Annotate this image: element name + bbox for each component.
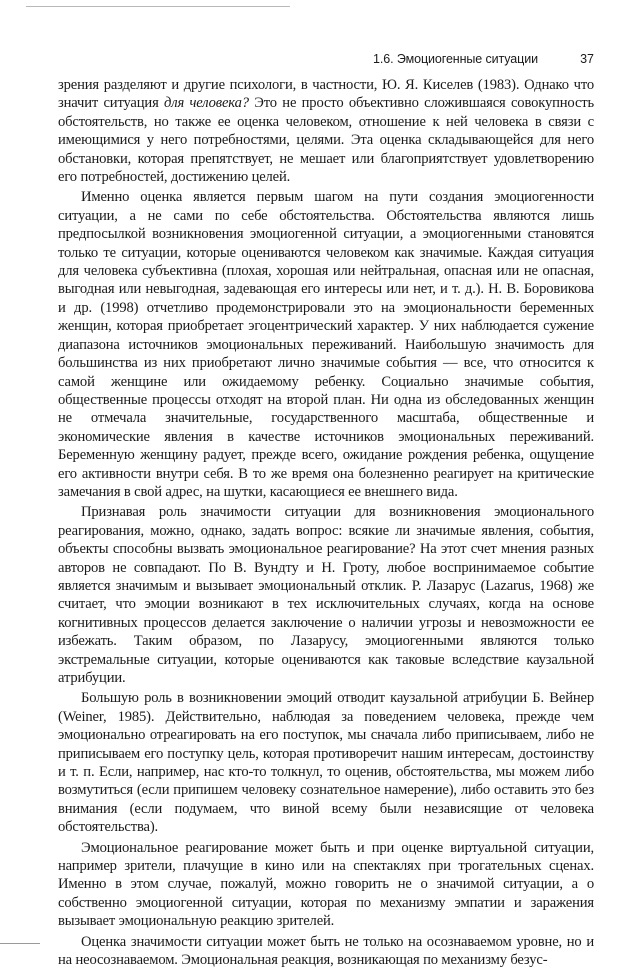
page-number: 37	[580, 52, 594, 66]
paragraph-5: Эмоциональное реагирование может быть и при оценке виртуальной ситуации, например зрители, плачущие в кино или на спектаклях при трогательных сценах. Именно в этом случае, пожалуй, можно говорить не о значимой ситуации, а о собственно эмоциогенной ситуации, которая по механизму эмпатии и заражения вызывает эмоциональную реакцию зрителей.	[58, 839, 594, 930]
page-header	[58, 52, 594, 72]
paragraph-2: Именно оценка является первым шагом на пути создания эмоциогенности ситуации, а не сами по себе обстоятельства. Обстоятельства являются лишь предпосылкой возникновения эмоциогенной ситуации, а эмоциогенными становятся только те ситуации, которые оцениваются человеком как значимые. Каждая ситуация для человека субъективна (плохая, хорошая или нейтральная, опасная или не опасная, выгодная или невыгодная, задевающая его интересы или нет, и т. д.). Н. В. Боровикова и др. (1998) отчетливо продемонстрировали это на эмоциональности беременных женщин, которая приобретает эгоцентрический характер. У них наблюдается сужение диапазона источников эмоциональных переживаний. Наибольшую значимость для большинства из них приобретают лично значимые события — все, что относится к самой женщине или ожидаемому ребенку. Социально значимые события, общественные процессы отходят на второй план. Ни одна из обследованных женщин не отмечала значительные, государственного масштаба, общественные и экономические явления в качестве источников эмоциональных переживаний. Беременную женщину радует, прежде всего, ожидание рождения ребенка, ощущение его активности внутри себя. В то же время она болезненно реагирует на критические замечания в свой адрес, на шутки, касающиеся ее внешнего вида.	[58, 189, 594, 500]
paragraph-1	[58, 76, 594, 186]
paragraph-1-italic: для человека?	[164, 95, 249, 112]
paragraph-6: Оценка значимости ситуации может быть не только на осознаваемом уровне, но и на неосознаваемом. Эмоциональная реакция, возникающая по механизму безус-	[58, 933, 594, 969]
body-text	[58, 76, 594, 972]
running-head: 1.6. Эмоциогенные ситуации	[373, 52, 538, 66]
bottom-mark	[0, 943, 40, 944]
top-rule	[26, 6, 290, 7]
paragraph-1-after: Это не просто объективно сложившаяся совокупность обстоятельств, но также ее оценка человеком, отношение к ней человека в связи с имеющимися у него потребностями, целями. Эта оценка складывающейся для него обстановки, которая препятствует, не мешает или благоприятствует удовлетворению его потребностей, достижению целей.	[58, 95, 595, 186]
paragraph-3: Признавая роль значимости ситуации для возникновения эмоционального реагирования, можно, однако, задать вопрос: всякие ли значимые явления, события, объекты способны вызвать эмоциональное реагирование? На этот счет мнения разных авторов не совпадают. По В. Вундту и Н. Гроту, любое воспринимаемое событие является значимым и вызывает эмоциональный отклик. Р. Лазарус (Lazarus, 1968) же считает, что эмоции возникают в тех исключительных случаях, когда на основе когнитивных процессов делается заключение о наличии угрозы и невозможности ее избежать. Таким образом, по Лазарусу, эмоциогенными являются только экстремальные ситуации, которые оцениваются как таковые вследствие каузальной атрибуции.	[58, 504, 594, 686]
paragraph-1-before: зрения разделяют и другие психологи, в частности, Ю. Я. Киселев (1983). Однако что значит ситуация	[58, 77, 594, 112]
paragraph-4: Большую роль в возникновении эмоций отводит каузальной атрибуции Б. Вейнер (Weiner, 1985). Действительно, наблюдая за поведением человека, прежде чем эмоционально отреагировать на его поступок, мы сначала либо приписываем, либо не приписываем его поступку цель, которая противоречит нашим интересам, достоинству и т. п. Если, например, нас кто-то толкнул, то оценив, обстоятельства, мы можем либо возмутиться (если припишем человеку сознательное намерение), либо оставить это без внимания (если подумаем, что виной всему были независящие от человека обстоятельства).	[58, 690, 594, 836]
